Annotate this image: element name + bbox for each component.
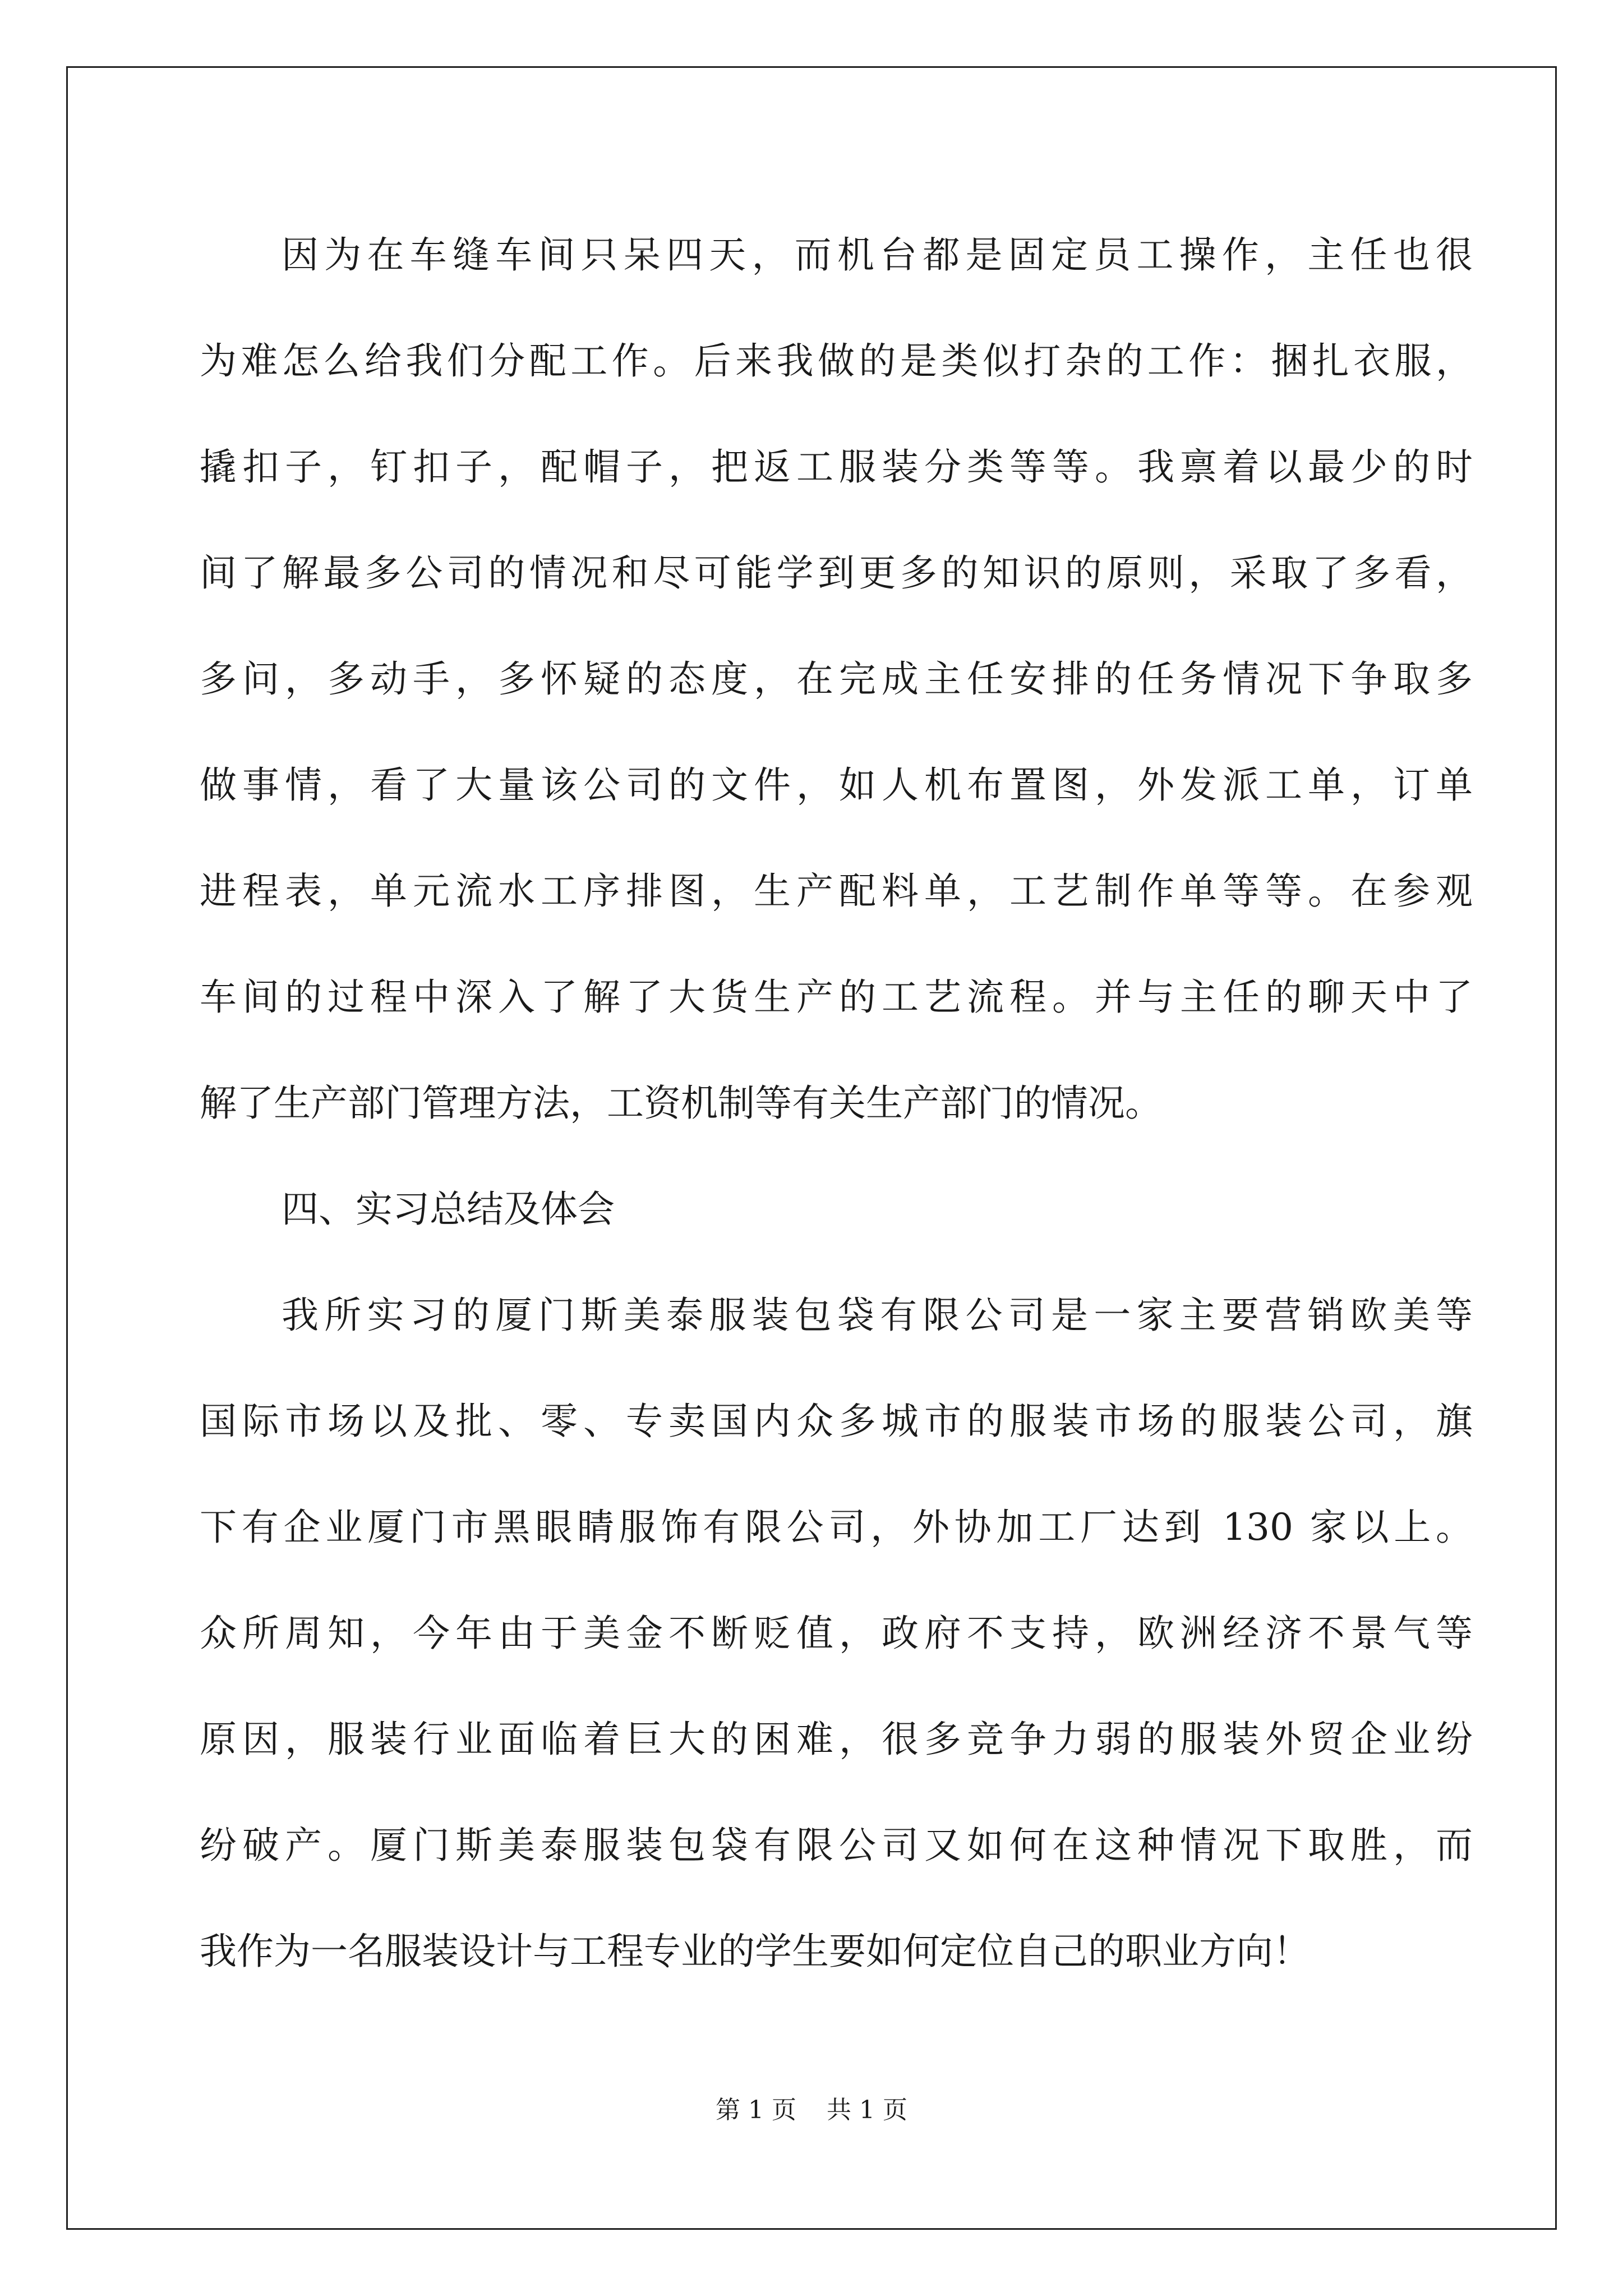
page-number: 第 1 页 (716, 2096, 796, 2124)
text-line: 国际市场以及批、零、专卖国内众多城市的服装市场的服装公司，旗 (200, 1400, 1473, 1443)
text-line: 原因，服装行业面临着巨大的困难，很多竞争力弱的服装外贸企业纷 (200, 1718, 1473, 1761)
text-line: 众所周知，今年由于美金不断贬值，政府不支持，欧洲经济不景气等 (200, 1612, 1473, 1655)
text-line: 车间的过程中深入了解了大货生产的工艺流程。并与主任的聊天中了 (200, 976, 1473, 1019)
text-line: 撬扣子，钉扣子，配帽子，把返工服装分类等等。我禀着以最少的时 (200, 445, 1473, 489)
text-line: 因为在车缝车间只呆四天，而机台都是固定员工操作，主任也很 (282, 233, 1473, 277)
text-line: 进程表，单元流水工序排图，生产配料单，工艺制作单等等。在参观 (200, 869, 1473, 913)
text-line: 下有企业厦门市黑眼睛服饰有限公司，外协加工厂达到 130 家以上。 (200, 1506, 1473, 1549)
text-line: 做事情，看了大量该公司的文件，如人机布置图，外发派工单，订单 (200, 763, 1473, 807)
text-line: 我所实习的厦门斯美泰服装包袋有限公司是一家主要营销欧美等 (282, 1294, 1473, 1337)
text-line: 四、实习总结及体会 (282, 1188, 615, 1231)
text-line: 解了生产部门管理方法，工资机制等有关生产部门的情况。 (200, 1082, 1162, 1125)
text-line: 为难怎么给我们分配工作。后来我做的是类似打杂的工作：捆扎衣服， (200, 339, 1473, 383)
page-total: 共 1 页 (827, 2096, 907, 2124)
text-line: 间了解最多公司的情况和尽可能学到更多的知识的原则，采取了多看， (200, 551, 1473, 595)
text-line: 我作为一名服装设计与工程专业的学生要如何定位自己的职业方向！ (200, 1930, 1310, 1973)
document-body (200, 202, 1473, 2004)
page-footer (0, 2090, 1623, 2125)
text-line: 多问，多动手，多怀疑的态度，在完成主任安排的任务情况下争取多 (200, 657, 1473, 701)
text-line: 纷破产。厦门斯美泰服装包袋有限公司又如何在这种情况下取胜，而 (200, 1824, 1473, 1867)
